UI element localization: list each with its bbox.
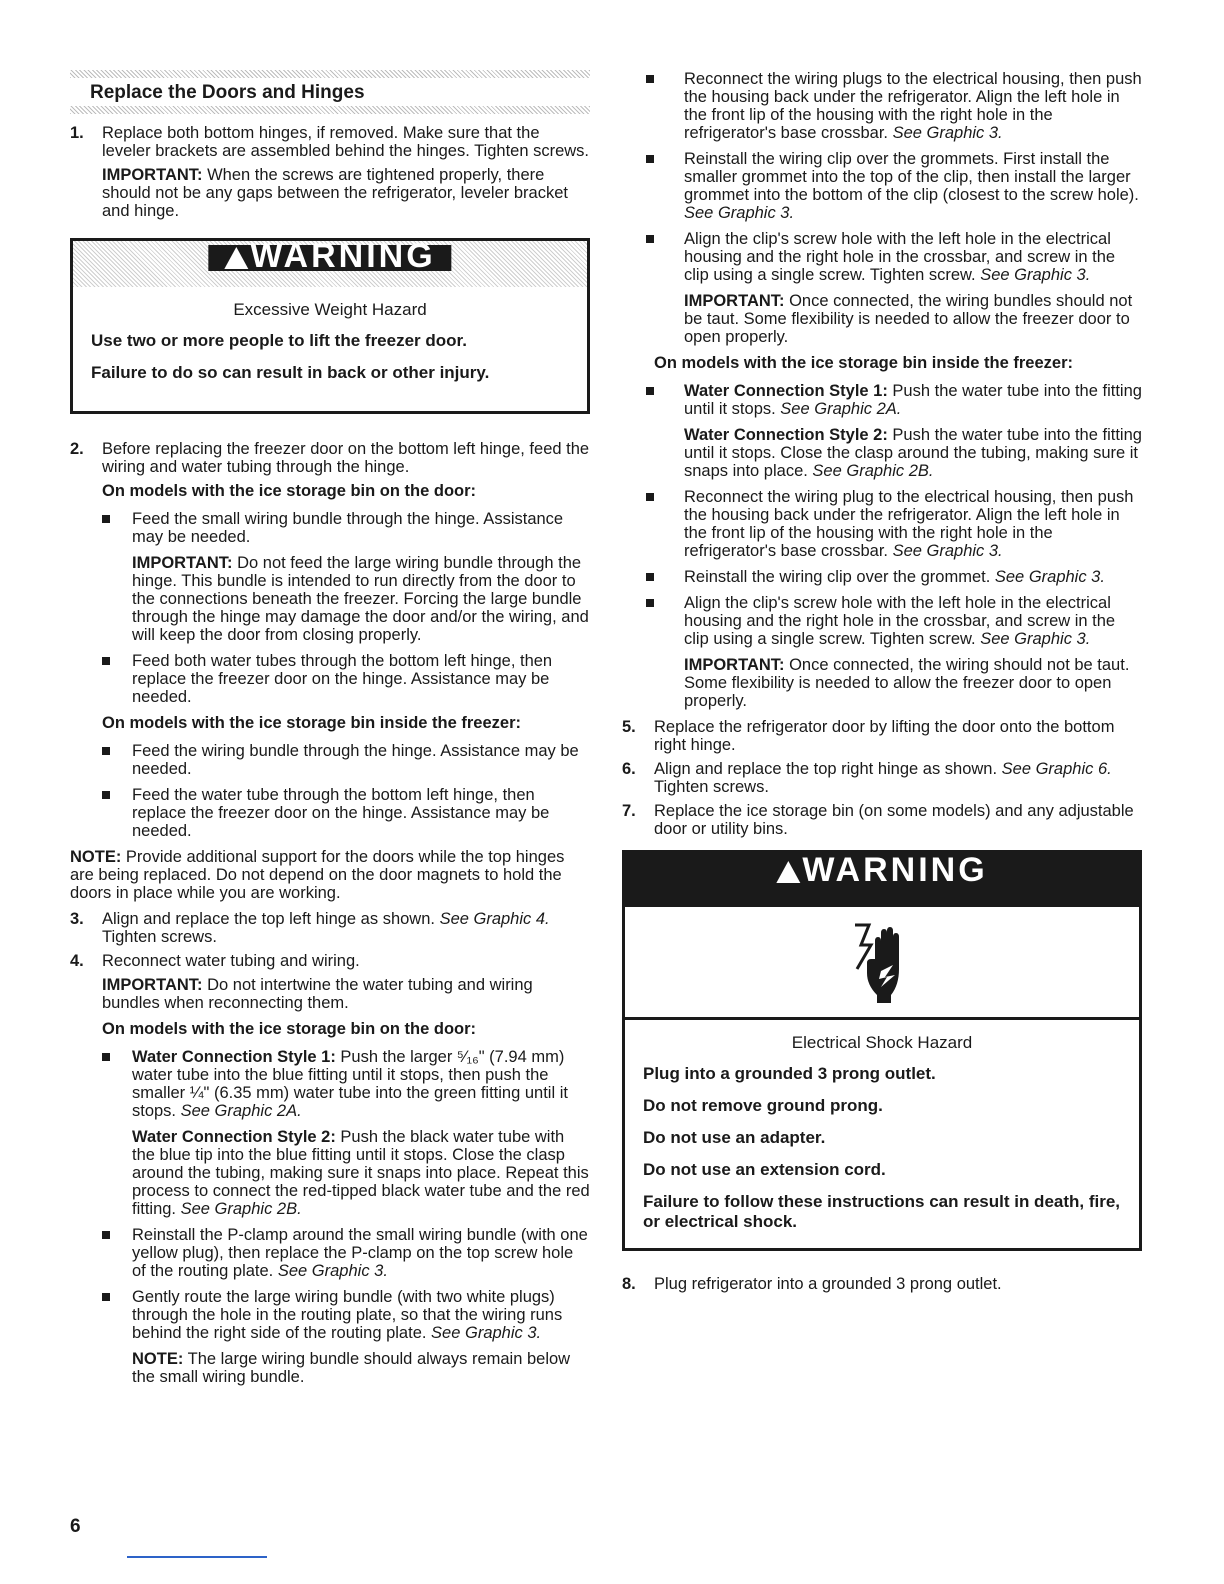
page-number: 6	[70, 1516, 81, 1537]
step-4: 4. Reconnect water tubing and wiring.	[70, 952, 360, 970]
step-5: 5. Replace the refrigerator door by lifting the door onto the bottom right hinge.	[622, 718, 1115, 754]
bullet-item: Feed the wiring bundle through the hinge. Assistance may be needed.	[70, 742, 590, 778]
header-rule-top	[70, 70, 590, 78]
subheading: On models with the ice storage bin inside the freezer:	[102, 714, 522, 732]
warning-line: Do not use an extension cord.	[643, 1160, 886, 1179]
step-6: 6. Align and replace the top right hinge as shown. See Graphic 6. Tighten screws.	[622, 760, 1112, 796]
section-title: Replace the Doors and Hinges	[90, 82, 365, 103]
warning-title: WARNING	[208, 245, 451, 271]
warning-line: Plug into a grounded 3 prong outlet.	[643, 1064, 936, 1083]
bullet-item: Feed the water tube through the bottom left hinge, then replace the freezer door on the hinge. Assistance may be needed.	[70, 786, 590, 840]
right-column	[622, 70, 1144, 1299]
bullet-item: Feed both water tubes through the bottom left hinge, then replace the freezer door on the hinge. Assistance may be needed.	[70, 652, 590, 706]
bullet-important: IMPORTANT: Once connected, the wiring bundles should not be taut. Some flexibility is needed to allow the freezer door to open properly.	[684, 292, 1133, 346]
warning-box-electrical	[622, 850, 1142, 1251]
step-1-important: IMPORTANT: When the screws are tightened properly, there should not be any gaps between the refrigerator, leveler bracket and hinge.	[102, 166, 568, 220]
footer-link-line	[127, 1556, 267, 1558]
hazard-name: Excessive Weight Hazard	[233, 300, 427, 319]
subheading: On models with the ice storage bin on the door:	[102, 482, 477, 500]
warning-banner	[625, 853, 1139, 907]
step-7: 7. Replace the ice storage bin (on some models) and any adjustable door or utility bins.	[622, 802, 1134, 838]
subheading: On models with the ice storage bin on the door:	[102, 1020, 477, 1038]
warning-line: Do not remove ground prong.	[643, 1096, 883, 1115]
bullet-item: Water Connection Style 1: Push the water tube into the fitting until it stops. See Graphic 2A.	[622, 382, 1144, 418]
bullet-important: IMPORTANT: Do not feed the large wiring bundle through the hinge. This bundle is intended to run directly from the door to the connections beneath the freezer. Forcing the large bundle through the hinge may damage the door and/or the wiring, and will keep the door from closing properly.	[132, 554, 589, 644]
step-8: 8. Plug refrigerator into a grounded 3 prong outlet.	[622, 1275, 1002, 1293]
step-3: 3. Align and replace the top left hinge as shown. See Graphic 4. Tighten screws.	[70, 910, 550, 946]
left-column	[70, 60, 590, 1394]
bullet-important: IMPORTANT: Once connected, the wiring should not be taut. Some flexibility is needed to allow the freezer door to open properly.	[684, 656, 1130, 710]
warning-triangle-icon	[224, 247, 248, 269]
bullet-item: Reinstall the wiring clip over the grommets. First install the smaller grommet into the top of the clip, then install the larger grommet into the bottom of the clip (closest to the screw hole). See Graphic 3.	[622, 150, 1144, 222]
warning-box-weight	[70, 238, 590, 414]
bullet-item: Align the clip's screw hole with the left hole in the electrical housing and the right hole in the crossbar, and screw in the clip using a single screw. Tighten screw. See Graphic 3.	[622, 230, 1144, 284]
warning-line: Failure to do so can result in back or other injury.	[91, 363, 490, 382]
bullet-item: Align the clip's screw hole with the left hole in the electrical housing and the right hole in the crossbar, and screw in the clip using a single screw. Tighten screw. See Graphic 3.	[622, 594, 1144, 648]
warning-line: Use two or more people to lift the freezer door.	[91, 331, 467, 350]
bullet-item: Reinstall the wiring clip over the grommet. See Graphic 3.	[622, 568, 1144, 586]
subheading: On models with the ice storage bin inside the freezer:	[654, 354, 1074, 372]
section-header	[70, 60, 590, 114]
bullet-item: Reconnect the wiring plugs to the electrical housing, then push the housing back under the refrigerator. Align the left hole in the front lip of the housing with the right hole in the refrigerator's base crossbar. See Graphic 3.	[622, 70, 1144, 142]
note: NOTE: Provide additional support for the doors while the top hinges are being replaced. Do not depend on the door magnets to hold the doors in place while you are working.	[70, 848, 565, 902]
bullet-item: Reinstall the P-clamp around the small wiring bundle (with one yellow plug), then replace the P-clamp on the top screw hole of the routing plate. See Graphic 3.	[70, 1226, 590, 1280]
step-2: 2. Before replacing the freezer door on the bottom left hinge, feed the wiring and water tubing through the hinge.	[70, 440, 590, 476]
warning-title: WARNING	[776, 861, 987, 883]
icon-area	[625, 907, 1139, 1020]
step-4-important: IMPORTANT: Do not intertwine the water tubing and wiring bundles when reconnecting them.	[102, 976, 533, 1012]
warning-triangle-icon	[776, 861, 800, 883]
bullet-continuation: Water Connection Style 2: Push the black water tube with the blue tip into the blue fitting until it stops. Close the clasp around the tubing, making sure it snaps into place. Repeat this process to connect the red-tipped black water tube and the red fitting. See Graphic 2B.	[132, 1128, 590, 1218]
warning-line: Do not use an adapter.	[643, 1128, 826, 1147]
warning-banner	[73, 237, 587, 287]
bullet-item: Water Connection Style 1: Push the larger ⁵⁄₁₆" (7.94 mm) water tube into the blue fitting until it stops, then push the smaller ¼" (6.35 mm) water tube into the green fitting until it stops. See Graphic 2A.	[70, 1048, 590, 1120]
bullet-continuation: Water Connection Style 2: Push the water tube into the fitting until it stops. Close the clasp around the tubing, making sure it snaps into place. See Graphic 2B.	[684, 426, 1142, 480]
electrical-shock-icon	[847, 919, 917, 1005]
bullet-item: Feed the small wiring bundle through the hinge. Assistance may be needed.	[70, 510, 590, 546]
header-rule-bottom	[70, 106, 590, 114]
step-1: 1. Replace both bottom hinges, if removed. Make sure that the leveler brackets are assembled behind the hinges. Tighten screws.	[70, 124, 590, 160]
bullet-note: NOTE: The large wiring bundle should always remain below the small wiring bundle.	[132, 1350, 571, 1386]
bullet-item: Gently route the large wiring bundle (with two white plugs) through the hole in the routing plate, so that the wiring runs behind the right side of the routing plate. See Graphic 3.	[70, 1288, 590, 1342]
hazard-name: Electrical Shock Hazard	[791, 1033, 973, 1052]
warning-line: Failure to follow these instructions can result in death, fire, or electrical shock.	[643, 1192, 1121, 1231]
bullet-item: Reconnect the wiring plug to the electrical housing, then push the housing back under the refrigerator. Align the left hole in the front lip of the housing with the right hole in the refrigerator's base crossbar. See Graphic 3.	[622, 488, 1144, 560]
